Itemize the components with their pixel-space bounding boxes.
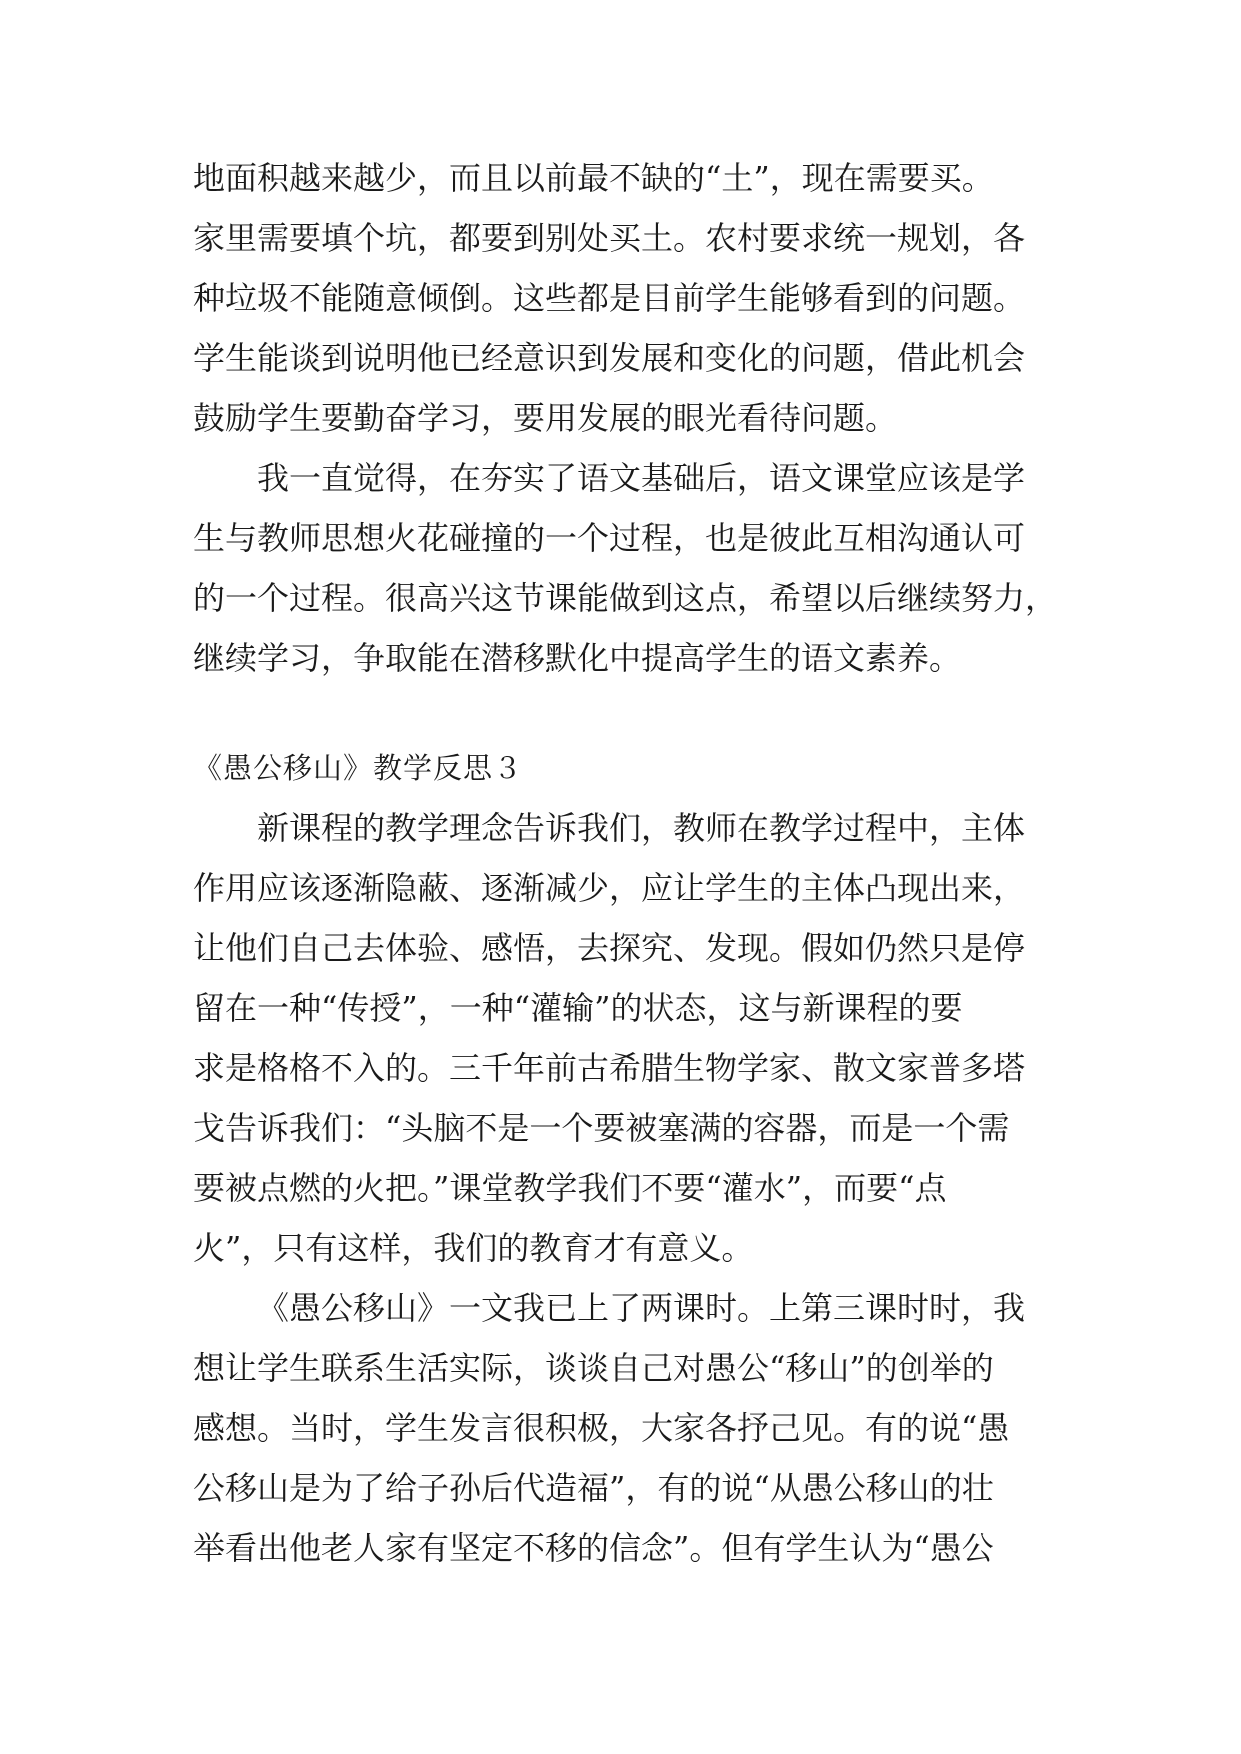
paragraph-line: 生与教师思想火花碰撞的一个过程，也是彼此互相沟通认可 bbox=[193, 519, 1026, 557]
paragraph-line: 的一个过程。很高兴这节课能做到这点，希望以后继续努力， bbox=[193, 579, 1058, 617]
paragraph-line: 让他们自己去体验、感悟，去探究、发现。假如仍然只是停 bbox=[193, 929, 1026, 967]
paragraph-line: 《愚公移山》一文我已上了两课时。上第三课时时，我 bbox=[257, 1289, 1026, 1327]
paragraph-line: 地面积越来越少，而且以前最不缺的“土”，现在需要买。 bbox=[193, 159, 994, 197]
section-heading: 《愚公移山》教学反思３ bbox=[193, 751, 524, 785]
paragraph-line: 举看出他老人家有坚定不移的信念”。但有学生认为“愚公 bbox=[193, 1529, 994, 1567]
paragraph-line: 新课程的教学理念告诉我们，教师在教学过程中，主体 bbox=[257, 809, 1026, 847]
paragraph-line: 作用应该逐渐隐蔽、逐渐减少，应让学生的主体凸现出来， bbox=[193, 869, 1026, 907]
paragraph-line: 想让学生联系生活实际，谈谈自己对愚公“移山”的创举的 bbox=[193, 1349, 994, 1387]
paragraph-line: 感想。当时，学生发言很积极，大家各抒己见。有的说“愚 bbox=[193, 1409, 1010, 1447]
paragraph-line: 求是格格不入的。三千年前古希腊生物学家、散文家普多塔 bbox=[193, 1049, 1026, 1087]
paragraph-line: 鼓励学生要勤奋学习，要用发展的眼光看待问题。 bbox=[193, 399, 898, 437]
paragraph-line: 种垃圾不能随意倾倒。这些都是目前学生能够看到的问题。 bbox=[193, 279, 1026, 317]
paragraph-line: 火”，只有这样，我们的教育才有意义。 bbox=[193, 1229, 754, 1267]
paragraph-line: 留在一种“传授”，一种“灌输”的状态，这与新课程的要 bbox=[193, 989, 963, 1027]
paragraph-line: 戈告诉我们：“头脑不是一个要被塞满的容器，而是一个需 bbox=[193, 1109, 1010, 1147]
paragraph-line: 我一直觉得，在夯实了语文基础后，语文课堂应该是学 bbox=[257, 459, 1026, 497]
paragraph-line: 继续学习，争取能在潜移默化中提高学生的语文素养。 bbox=[193, 639, 962, 677]
paragraph-line: 家里需要填个坑，都要到别处买土。农村要求统一规划，各 bbox=[193, 219, 1026, 257]
paragraph-line: 学生能谈到说明他已经意识到发展和变化的问题，借此机会 bbox=[193, 339, 1026, 377]
paragraph-line: 要被点燃的火把。”课堂教学我们不要“灌水”，而要“点 bbox=[193, 1169, 947, 1207]
paragraph-line: 公移山是为了给子孙后代造福”，有的说“从愚公移山的壮 bbox=[193, 1469, 994, 1507]
